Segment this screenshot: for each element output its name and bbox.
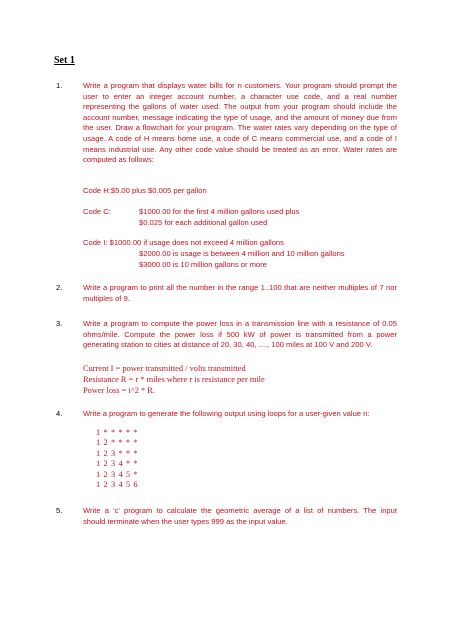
code-i-rate-line2: $2000.00 is usage is between 4 million and 10 million gallons (139, 249, 345, 258)
q3-number: 3. (56, 319, 63, 328)
output-pattern (96, 428, 138, 490)
q4-text: Write a program to generate the following output using loops for a user-given value n: (83, 409, 370, 418)
pattern-row: 1 2 3 4 5 6 (96, 480, 139, 490)
pattern-row: 1 2 3 * * * (96, 448, 139, 458)
q5-number: 5. (56, 506, 63, 515)
pattern-row: 1 2 3 4 * * (96, 459, 139, 469)
pattern-row: 1 2 * * * * (96, 438, 139, 448)
formula-resistance: Resistance R = r * miles where r is resistance per mile (83, 375, 265, 384)
formula-current: Current I = power transmitted / volts transmitted (83, 364, 246, 373)
code-i-rate-line1: Code I: $1000.00 if usage does not exceed 4 million gallons (83, 238, 284, 247)
pattern-row: 1 2 3 4 5 * (96, 469, 139, 479)
q1-number: 1. (56, 81, 63, 90)
q5-text: Write a 'c' program to calculate the geometric average of a list of numbers. The input should terminate when the user types 999 as the input value. (83, 506, 408, 526)
q2-number: 2. (56, 283, 63, 292)
code-c-label: Code C: (83, 207, 111, 216)
code-h-rate: Code H:$5.00 plus $0.005 per gallon (83, 186, 207, 195)
code-c-rate-line1: $1000.00 for the first 4 million gallons used plus (139, 207, 300, 216)
q2-text: Write a program to print all the number in the range 1..100 that are neither multiples of 7 nor multiples of 9. (83, 283, 397, 303)
q3-text: Write a program to compute the power loss in a transmission line with a resistance of 0.05 ohms/mile. Compute the power loss if 500 kW of power is transmitted from a power generating station to cities at distance of 20, 30, 40, ...., 100 miles at 100 V and 200 V. (83, 319, 397, 350)
set-title: Set 1 (54, 55, 75, 66)
q1-text: Write a program that displays water bills for n customers. Your program should prompt the user to enter an integer account number, a character use code, and a real number representing the gallons of water used. The output from your program should include the account number, message indicating the type of usage, and the amount of money due from the user. Draw a flowchart for your program. The water rates vary depending on the type of usage. A code of H means home use, a code of C means commercial use, and a code of I means industrial use. Any other code value should be treated as an error. Water rates are computed as follows: (83, 81, 397, 165)
q4-number: 4. (56, 409, 63, 418)
pattern-row: 1 * * * * * (96, 428, 139, 437)
formula-power-loss: Power loss = i^2 * R. (83, 386, 155, 395)
code-i-rate-line3: $3000.00 is 10 million gallons or more (139, 260, 267, 269)
code-c-rate-line2: $0.025 for each additional gallon used (139, 218, 268, 227)
